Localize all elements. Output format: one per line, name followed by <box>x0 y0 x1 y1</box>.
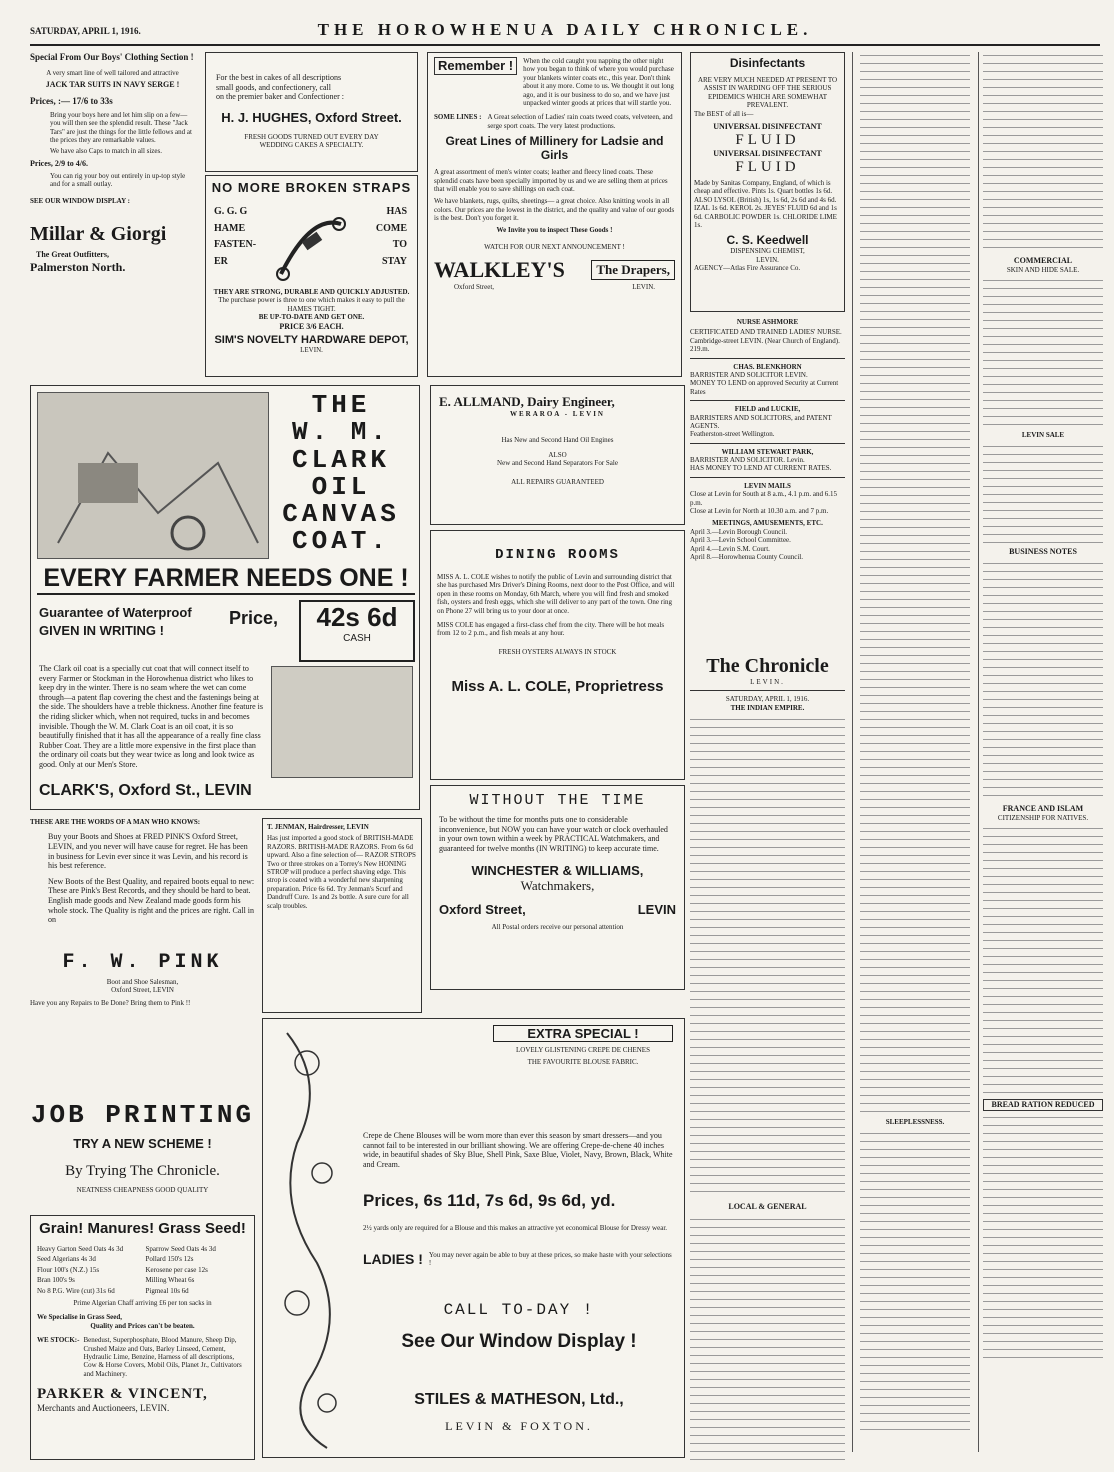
universal-2: UNIVERSAL DISINFECTANT <box>713 148 822 158</box>
nurse-body: CERTIFICATED AND TRAINED LADIES' NURSE. <box>690 328 842 337</box>
extra-special-box <box>493 1025 673 1067</box>
walkley-watch: WATCH FOR OUR NEXT ANNOUNCEMENT ! <box>484 242 625 251</box>
field-luckie-b: BARRISTERS AND SOLICITORS, and PATENT AGENTS. <box>690 413 832 430</box>
hughes-line-3: on the premier baker and Confectioner : <box>216 92 344 102</box>
allmand-ad <box>430 385 685 525</box>
chronicle-town: LEVIN. <box>750 678 785 686</box>
straps-left-3: FASTEN- <box>214 239 257 250</box>
grain-spec: We Specialise in Grass Seed, <box>37 1313 122 1322</box>
straps-right-2: COME <box>375 222 407 234</box>
park-c: HAS MONEY TO LEND AT CURRENT RATES. <box>690 464 832 473</box>
hughes-fresh: FRESH GOODS TURNED OUT EVERY DAY <box>244 132 379 141</box>
straps-heading: NO MORE BROKEN STRAPS <box>211 180 412 195</box>
bread-ration-heading: BREAD RATION REDUCED <box>983 1099 1103 1111</box>
straps-text <box>212 288 411 354</box>
business-notes-text <box>983 560 1103 800</box>
jenman-heading: T. JENMAN, Hairdresser, LEVIN <box>267 823 369 831</box>
hughes-line-2: small goods, and confectionery, call <box>216 82 331 92</box>
meeting-item: April 3.—Levin Borough Council. <box>690 527 788 536</box>
remember-text: When the cold caught you napping the other night how you began to think of where you would purchase your blankets winter coats etc., this year. Don't think about it any more. Come to us. We thought it out long ago, and it is our business to do so, and we have just unpacked winter goods at prices that will startle you. <box>523 57 674 107</box>
france-islam-heading: FRANCE AND ISLAM <box>1002 803 1084 813</box>
divider <box>690 690 845 691</box>
divider <box>690 400 845 401</box>
blenkhorn-c: MONEY TO LEND on approved Security at Current Rates <box>690 379 839 396</box>
walkley-p1: A great assortment of men's winter coats; leather and fleecy lined coats. These splendid coats have been specially imported by us and we are selling them at prices that will enable you to save shillings on each coat. <box>434 168 668 193</box>
local-general-text <box>690 1216 845 1460</box>
farmer-on-horse-illustration <box>37 392 269 559</box>
mails-heading: LEVIN MAILS <box>744 481 791 490</box>
straps-price: PRICE 3/6 EACH. <box>279 321 344 331</box>
editorial-text <box>690 716 845 1196</box>
allmand-l1: Has New and Second Hand Oil Engines <box>501 436 614 445</box>
keedwell-agency: AGENCY—Atlas Fire Assurance Co. <box>694 264 801 273</box>
meetings-heading: MEETINGS, AMUSEMENTS, ETC. <box>712 519 823 528</box>
clark-cash: CASH <box>343 633 371 644</box>
walkley-town: LEVIN. <box>632 283 655 292</box>
blenkhorn-b: BARRISTER AND SOLICITOR LEVIN. <box>690 370 808 379</box>
straps-right-words <box>361 206 407 268</box>
remember-heading: Remember ! <box>434 57 517 75</box>
stiles-ladies: LADIES ! <box>363 1251 423 1267</box>
clark-t2: W. M. <box>291 417 390 448</box>
local-general-heading: LOCAL & GENERAL <box>728 1202 807 1212</box>
watch-body: To be without the time for months puts one to considerable inconvenience, but NOW you can have your watch or clock overhauled in your own town within a week by PRACTICAL Watchmakers, and guaranteed for twelve months (IN WRITING) to keep accurate time. <box>439 815 668 853</box>
nurse-heading: NURSE ASHMORE <box>736 318 799 326</box>
watchmakers-ad <box>430 785 685 990</box>
clark-t5: CANVAS <box>282 499 400 530</box>
straps-p3: BE UP-TO-DATE AND GET ONE. <box>258 313 365 322</box>
levin-sale-heading: LEVIN SALE <box>1021 431 1065 440</box>
prices-suits: Prices, :— 17/6 to 33s <box>30 95 113 106</box>
jenman-ad <box>262 818 422 1013</box>
grain-stock-row <box>37 1336 248 1378</box>
job-printing-ad <box>30 1100 255 1210</box>
some-lines-text: A Great selection of Ladies' rain coats tweed coats, velveteen, and serge sport coats. The very latest productions. <box>487 113 673 130</box>
allmand-town: WERAROA - LEVIN <box>510 410 605 418</box>
horse-cart-icon <box>38 393 268 558</box>
sleep-text <box>860 1130 970 1430</box>
editorial-heading: THE INDIAN EMPIRE. <box>730 703 805 712</box>
news-column-2 <box>860 52 970 1452</box>
clark-price: 42s 6d <box>316 602 398 632</box>
clarks-name: CLARK'S, Oxford St., LEVIN <box>39 782 252 799</box>
divider <box>690 443 845 444</box>
clark-oil-coat-ad <box>30 385 420 810</box>
grain-prime: Prime Algerian Chaff arriving £6 per ton sacks in <box>73 1298 212 1307</box>
walkley-footer <box>434 257 675 283</box>
mails-l1: Close at Levin for South at 8 a.m., 4.1 p.m. and 6.15 p.m. <box>690 490 837 507</box>
grain-row: No 8 P.G. Wire (cut) 31s 6d <box>37 1286 115 1295</box>
levin-sale-text <box>983 443 1103 543</box>
grain-row: Kerosene per case 12s <box>145 1265 208 1274</box>
right-text-1 <box>983 52 1103 252</box>
millar-giorgi-town: Palmerston North. <box>30 260 126 275</box>
straps-left-1: G. G. G <box>214 206 248 217</box>
nurse-addr: Cambridge-street LEVIN. (Near Church of England). 219.m. <box>690 336 840 354</box>
grain-price-list <box>37 1245 248 1295</box>
pink-repairs: Have you any Repairs to Be Done? Bring them to Pink !! <box>30 998 191 1007</box>
keedwell-town: LEVIN. <box>756 255 779 264</box>
field-luckie-c: Featherston-street Wellington. <box>690 430 775 439</box>
straps-left-4: ER <box>214 255 228 267</box>
news-column <box>852 52 858 1452</box>
clark-title <box>271 392 411 556</box>
walkleys-ad <box>427 52 682 377</box>
dining-chef: MISS COLE has engaged a first-class chef from the city. There will be hot meals from 12 to 2 p.m., and fish meals at any hour. <box>437 620 665 638</box>
divider <box>690 477 845 478</box>
grain-row: Pollard 150's 12s <box>145 1255 194 1264</box>
boys-ad-intro: A very smart line of well tailored and attractive <box>46 69 179 78</box>
remember-row <box>434 57 675 107</box>
bread-ration-text <box>983 1114 1103 1364</box>
fluid-2: FLUID <box>735 158 800 175</box>
straps-left-words <box>214 206 264 268</box>
dining-body: MISS A. L. COLE wishes to notify the public of Levin and surrounding district that she has purchased Mrs Driver's Dining Rooms, next door to the Post Office, and will open in these rooms on Monday, 6th March, where you will find fresh and smoked fish, oysters and fresh eggs, which she will deliver to any part of the town. One ring on Phone 27 will bring us to your door at once. <box>437 573 675 615</box>
meeting-item: April 4.—Levin S.M. Court. <box>690 544 770 553</box>
parker-vincent-name: PARKER & VINCENT, <box>37 1386 208 1403</box>
divider <box>690 358 845 359</box>
stiles-matheson-ad <box>262 1018 685 1458</box>
boys-ad-desc: Bring your boys here and let him slip on a few—you will then see the splendid result. These "Jack Tars" are just the things for the little fellows and at the prices they are remarkable values. <box>50 110 192 145</box>
sleeplessness-heading: SLEEPLESSNESS. <box>885 1118 945 1126</box>
prices-caps: Prices, 2/9 to 4/6. <box>30 158 88 168</box>
parker-vincent-sub: Merchants and Auctioneers, LEVIN. <box>37 1403 170 1414</box>
pink-p2: New Boots of the Best Quality, and repaired boots equal to new: These are Pink's Best Records, and they should be hard to beat. English made goods and New Zealand made goods form his whole stock. The Quality is right and the prices are right. Call in on <box>48 876 255 925</box>
commercial-heading: COMMERCIAL <box>1013 256 1073 265</box>
hughes-baker-ad <box>205 52 418 172</box>
commercial-sub: SKIN AND HIDE SALE. <box>1006 266 1080 274</box>
winchester-name: WINCHESTER & WILLIAMS, <box>471 863 644 879</box>
allmand-also: ALSO <box>548 450 567 459</box>
disinfectants-heading: Disinfectants <box>729 56 806 70</box>
notices-column <box>690 318 845 648</box>
stiles-call: CALL TO-DAY ! <box>443 1301 595 1319</box>
stiles-yards: 2½ yards only are required for a Blouse and this makes an attractive yet economical Blouse for Dressy wear. <box>363 1224 668 1232</box>
boys-ad-heading: Special From Our Boys' Clothing Section ! <box>30 52 194 62</box>
winchester-street: Oxford Street, <box>439 902 526 918</box>
walkley-invite: We Invite you to inspect These Goods ! <box>496 226 613 235</box>
walkley-address <box>434 283 675 291</box>
clark-price-label: Price, <box>229 608 279 628</box>
millar-giorgi-name: Millar & Giorgi <box>30 223 167 246</box>
boys-ad-rig: You can rig your boy out entirely in up-top style and for a small outlay. <box>50 171 186 189</box>
pink-sub1: Boot and Shoe Salesman, <box>106 977 179 986</box>
allmand-l3: ALL REPAIRS GUARANTEED <box>511 477 604 486</box>
straps-right-4: STAY <box>381 255 407 267</box>
walkley-name: WALKLEY'S <box>434 257 565 283</box>
clark-t6: COAT. <box>291 526 390 557</box>
park-name: WILLIAM STEWART PARK, <box>721 447 814 456</box>
hughes-line-1: For the best in cakes of all descriptions <box>216 73 342 82</box>
millinery-heading: Great Lines of Millinery for Ladsie and Girls <box>445 134 664 163</box>
clark-guarantee: Guarantee of Waterproof GIVEN IN WRITING ! <box>39 605 192 639</box>
hame-fastener-illustration <box>271 204 351 284</box>
meeting-item: April 3.—Levin School Committee. <box>690 536 791 545</box>
floral-border-ornament <box>267 1023 357 1453</box>
park-b: BARRISTER AND SOLICITOR. Levin. <box>690 456 805 465</box>
clark-price-box <box>299 600 415 662</box>
clark-t4: OIL <box>311 471 371 502</box>
france-islam-text <box>983 825 1103 1095</box>
grain-row: Milling Wheat 6s <box>145 1276 195 1285</box>
pink-name: F. W. PINK <box>62 950 223 974</box>
grain-manures-ad <box>30 1215 255 1460</box>
job-try: TRY A NEW SCHEME ! <box>73 1136 212 1151</box>
keedwell-name: C. S. Keedwell <box>726 233 809 248</box>
some-lines-label: SOME LINES : <box>434 113 482 122</box>
france-islam-sub: CITIZENSHIP FOR NATIVES. <box>997 813 1089 822</box>
sims-straps-ad <box>205 175 418 377</box>
stiles-prices: Prices, 6s 11d, 7s 6d, 9s 6d, yd. <box>363 1191 616 1210</box>
right-column <box>978 52 1103 1452</box>
flower-icon <box>267 1023 357 1453</box>
sims-town: LEVIN. <box>300 345 323 354</box>
grain-stock: Benedust, Superphosphate, Blood Manure, Sheep Dip, Crushed Maize and Oats, Barley Linseed, Cement, Hydraulic Lime, Benzine, Harness of all descriptions, Cow & Horse Covers, Mobil Oils, Planet Jr., Cultivators and Machinery. <box>83 1336 242 1378</box>
stiles-window: See Our Window Display ! <box>401 1331 637 1352</box>
winchester-town: LEVIN <box>637 902 676 918</box>
job-neat: NEATNESS CHEAPNESS GOOD QUALITY <box>76 1186 209 1194</box>
disinfectants-best: The BEST of all is— <box>694 109 754 118</box>
hughes-wedding: WEDDING CAKES A SPECIALTY. <box>259 141 364 150</box>
stiles-name: STILES & MATHESON, Ltd., <box>414 1391 624 1408</box>
walkley-drapers: The Drapers, <box>591 260 675 280</box>
allmand-name: E. ALLMAND, Dairy Engineer, <box>439 394 615 409</box>
chronicle-masthead: The Chronicle <box>706 655 829 677</box>
sims-name: SIM'S NOVELTY HARDWARE DEPOT, <box>214 333 409 346</box>
clark-t1: THE <box>311 390 371 420</box>
extra-special: EXTRA SPECIAL ! <box>493 1025 673 1042</box>
allmand-l2: New and Second Hand Separators For Sale <box>497 459 618 468</box>
stiles-l2: THE FAVOURITE BLOUSE FABRIC. <box>527 1058 639 1067</box>
straps-left-2: HAME <box>214 222 246 234</box>
winchester-post: All Postal orders receive our personal attention <box>491 923 624 932</box>
jack-tar-suits: JACK TAR SUITS IN NAVY SERGE ! <box>45 79 180 89</box>
fluid-1: FLUID <box>735 131 800 148</box>
job-printing-heading: JOB PRINTING <box>30 1100 255 1130</box>
grain-row: Sparrow Seed Oats 4s 3d <box>145 1245 216 1253</box>
pink-intro: THESE ARE THE WORDS OF A MAN WHO KNOWS: <box>30 818 201 826</box>
dining-rooms-ad <box>430 530 685 780</box>
man-in-coat-illustration <box>271 666 413 778</box>
keedwell-chem: DISPENSING CHEMIST, <box>730 247 805 256</box>
jenman-body: Has just imported a good stock of BRITISH-MADE RAZORS. BRITISH-MADE RAZORS. From 6s 6d upward. Also a fine selection of— RAZOR STROPS Two or three strokes on a Torrey's New HONING STROP will produce a perfect shaving edge. This strop is coated with a wonderful new sharpening preparation. Price 6s 6d. Try Jenman's Scurf and Dandruff Cure. 1s and 2s bottle. A sure cure for all scalp troubles. <box>267 834 416 910</box>
straps-p1: THEY ARE STRONG, DURABLE AND QUICKLY ADJUSTED. <box>213 288 410 296</box>
meeting-item: April 8.—Horowhenua County Council. <box>690 552 803 561</box>
blenkhorn-name: CHAS. BLENKHORN <box>733 362 802 371</box>
grain-row: Flour 100's (N.Z.) 15s <box>37 1265 100 1274</box>
disinfectants-made: Made by Sanitas Company, England, of which is cheap and effective. Pints 1s. Quart bottles 1s 6d. ALSO LYSOL (British) 1s, 1s 6d, 2s 6d and 4s 6d. IZAL 1s 6d. KEROL 2s. JEYES' FLUID 6d and 1s 6d. CARBOLIC POWDER 1s. CHLORIDE LIME 1s. <box>694 178 837 229</box>
disinfectants-p1: ARE VERY MUCH NEEDED AT PRESENT TO ASSIST IN WARDING OFF THE SERIOUS EPIDEMICS WHICH ARE SOMEWHAT PREVALENT. <box>697 76 838 110</box>
pink-p1: Buy your Boots and Shoes at FRED PINK'S Oxford Street, LEVIN, and you never will have cause for regret. He has been in business for Levin ever since it was Levin, and his record is his best reference. <box>48 832 248 871</box>
mails-l2: Close at Levin for North at 10.30 a.m. and 7 p.m. <box>690 507 829 516</box>
every-farmer-heading: EVERY FARMER NEEDS ONE ! <box>37 564 415 595</box>
walkley-p2: We have blankets, rugs, quilts, sheetings— a great choice. Also knitting wools in all colors. Our prices are the lowest in the district, and the quality and value of our goods is the best. Don't you forget it. <box>434 197 675 223</box>
some-lines-row <box>434 113 675 130</box>
boys-ad-caps: We have also Caps to match in all sizes. <box>50 147 162 156</box>
pink-boots-ad <box>30 818 255 1098</box>
commercial-text <box>983 277 1103 427</box>
stiles-ladies-text: You may never again be able to buy at these prices, so make haste with your selections ! <box>428 1251 672 1268</box>
masthead-date: SATURDAY, APRIL 1, 1916. <box>30 26 141 36</box>
hughes-name: H. J. HUGHES, Oxford Street. <box>221 109 402 125</box>
clark-t3: CLARK <box>291 444 390 475</box>
straps-p2: The purchase power is three to one which makes it easy to pull the HAMES TIGHT. <box>218 296 405 313</box>
straps-right-1: HAS <box>386 206 407 217</box>
clark-body: The Clark oil coat is a specially cut coat that will connect itself to every Farmer or Stockman in the Horowhenua district who likes to keep dry in the winter. There is no seam where the wet can come through—a patent flap covering the chest and the fastenings being at the side. The shoulders have a treble thickness. Another fine feature is the riding slicker which, when not required, tucks in and becomes invisible. Though the W. M. Clark Coat is an oil coat, it is so beautifully finished that it has all the appearance of a really fine class Rubber Coat. They are a little more expensive in the first place than the ordinary oil coats but they wear twice as long and look twice as good. Only at our Men's Store. <box>39 664 264 769</box>
boys-ad-window: SEE OUR WINDOW DISPLAY : <box>30 196 130 205</box>
walkley-street: Oxford Street, <box>454 283 495 292</box>
grain-heading: Grain! Manures! Grass Seed! <box>39 1220 246 1237</box>
grain-row: Heavy Garton Seed Oats 4s 3d <box>37 1245 124 1253</box>
stiles-body: Crepe de Chene Blouses will be worn more than ever this season by smart dressers—and you cannot fail to be interested in our brilliant showing. We are offering Crepe-de-chene 40 inches wide, in beautiful shades of Sky Blue, Shell Pink, Saxe Blue, Violet, Navy, Brown, Black, White and Cream. <box>363 1131 673 1169</box>
dining-proprietress: Miss A. L. COLE, Proprietress <box>451 678 664 696</box>
millar-giorgi-tag: The Great Outfitters, <box>36 250 109 260</box>
boys-clothing-ad <box>30 52 195 377</box>
dining-oysters: FRESH OYSTERS ALWAYS IN STOCK <box>498 647 617 656</box>
grain-qual: Quality and Prices can't be beaten. <box>90 1321 195 1330</box>
field-luckie-name: FIELD and LUCKIE, <box>734 405 801 414</box>
stiles-towns: LEVIN & FOXTON. <box>445 1419 593 1433</box>
job-by: By Trying The Chronicle. <box>65 1163 220 1179</box>
newspaper-title: THE HOROWHENUA DAILY CHRONICLE. <box>317 20 813 39</box>
grain-row: Seed Algerians 4s 3d <box>37 1255 96 1264</box>
universal-1: UNIVERSAL DISINFECTANT <box>713 121 822 131</box>
editorial-column <box>690 655 845 1460</box>
masthead <box>30 20 1100 46</box>
grain-row: Pigmeal 10s 6d <box>145 1286 189 1295</box>
winchester-address <box>439 902 676 917</box>
watch-heading: WITHOUT THE TIME <box>469 792 646 809</box>
grain-row: Bran 100's 9s <box>37 1276 75 1285</box>
disinfectants-ad <box>690 52 845 312</box>
winchester-sub: Watchmakers, <box>520 878 595 894</box>
dining-heading: DINING ROOMS <box>495 547 620 563</box>
stiles-l1: LOVELY GLISTENING CREPE DE CHENES <box>516 1046 650 1054</box>
straps-right-3: TO <box>392 239 407 250</box>
news-text <box>860 52 970 1112</box>
business-notes-heading: BUSINESS NOTES <box>1009 546 1077 556</box>
ladies-row <box>363 1251 675 1268</box>
grain-stock-label: WE STOCK:- <box>37 1336 80 1345</box>
pink-sub2: Oxford Street, LEVIN <box>111 986 174 995</box>
editorial-date: SATURDAY, APRIL 1, 1916. <box>725 695 810 704</box>
